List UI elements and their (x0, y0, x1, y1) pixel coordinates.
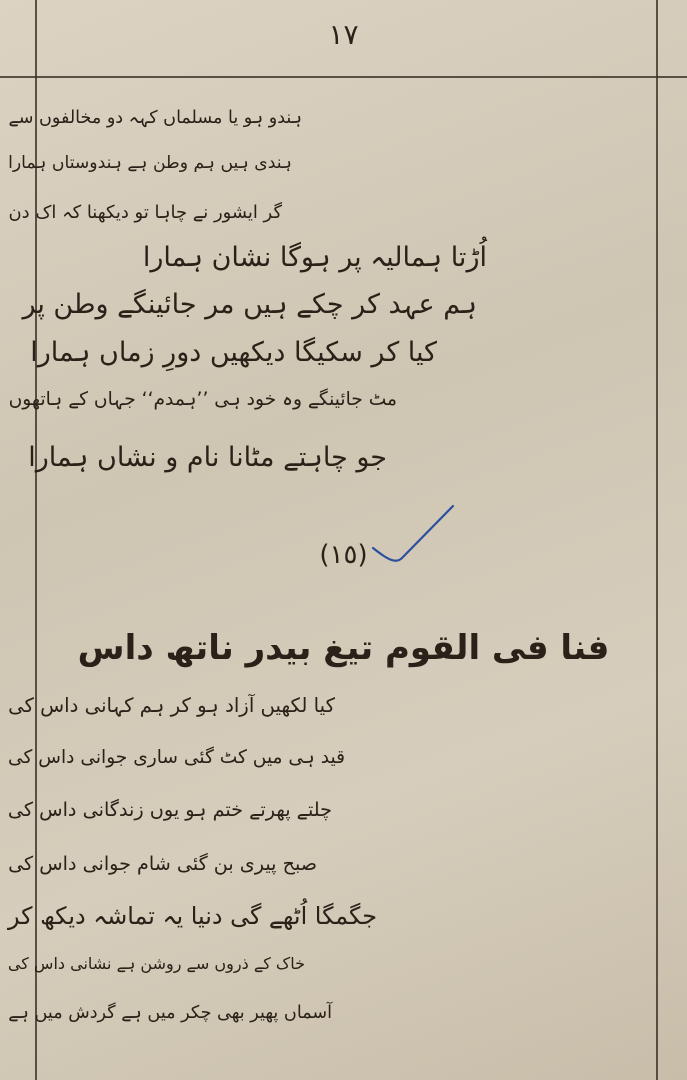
poem2-line-4: صبح پیری بن گئی شام جوانی داس کی (8, 852, 317, 875)
poem2-line-7: آسماں پھیر بھی چکر میں ہے گردش میں ہے (8, 1003, 332, 1023)
poem2-line-5: جگمگا اُٹھے گی دنیا یہ تماشہ دیکھ کر (7, 902, 377, 930)
poem1-line-6: کیا کر سکیگا دیکھیں دورِ زماں ہمارا (30, 337, 437, 368)
page-number: ١٧ (328, 18, 359, 51)
header-rule (0, 76, 687, 78)
poem1-line-8: جو چاہتے مٹانا نام و نشاں ہمارا (28, 442, 387, 473)
poem1-line-4: اُڑتا ہمالیہ پر ہوگا نشان ہمارا (142, 242, 487, 273)
poem-number: (١٥) (319, 540, 368, 570)
poem1-line-2: ہندی ہیں ہم وطن ہے ہندوستاں ہمارا (8, 153, 292, 173)
poem-title: فنا فی القوم تیغ بیدر ناتھ داس (77, 628, 610, 668)
poem2-line-2: قید ہی میں کٹ گئی ساری جوانی داس کی (8, 747, 345, 768)
poem1-line-3: گر ایشور نے چاہا تو دیکھنا کہ اک دن (8, 202, 282, 223)
poem1-line-5: ہم عہد کر چکے ہیں مر جائینگے وطن پر (22, 289, 477, 320)
poem1-line-7: مٹ جائینگے وہ خود ہی ’’ہمدم‘‘ جہاں کے ہاتھوں (8, 389, 397, 410)
poem2-line-6: خاک کے ذروں سے روشن ہے نشانی داس کی (7, 954, 305, 973)
poem2-line-1: کیا لکھیں آزاد ہو کر ہم کہانی داس کی (8, 694, 335, 717)
poem2-line-3: چلتے پھرتے ختم ہو یوں زندگانی داس کی (7, 798, 332, 821)
poem1-line-1: ہندو ہو یا مسلماں کہہ دو مخالفوں سے (8, 108, 302, 128)
